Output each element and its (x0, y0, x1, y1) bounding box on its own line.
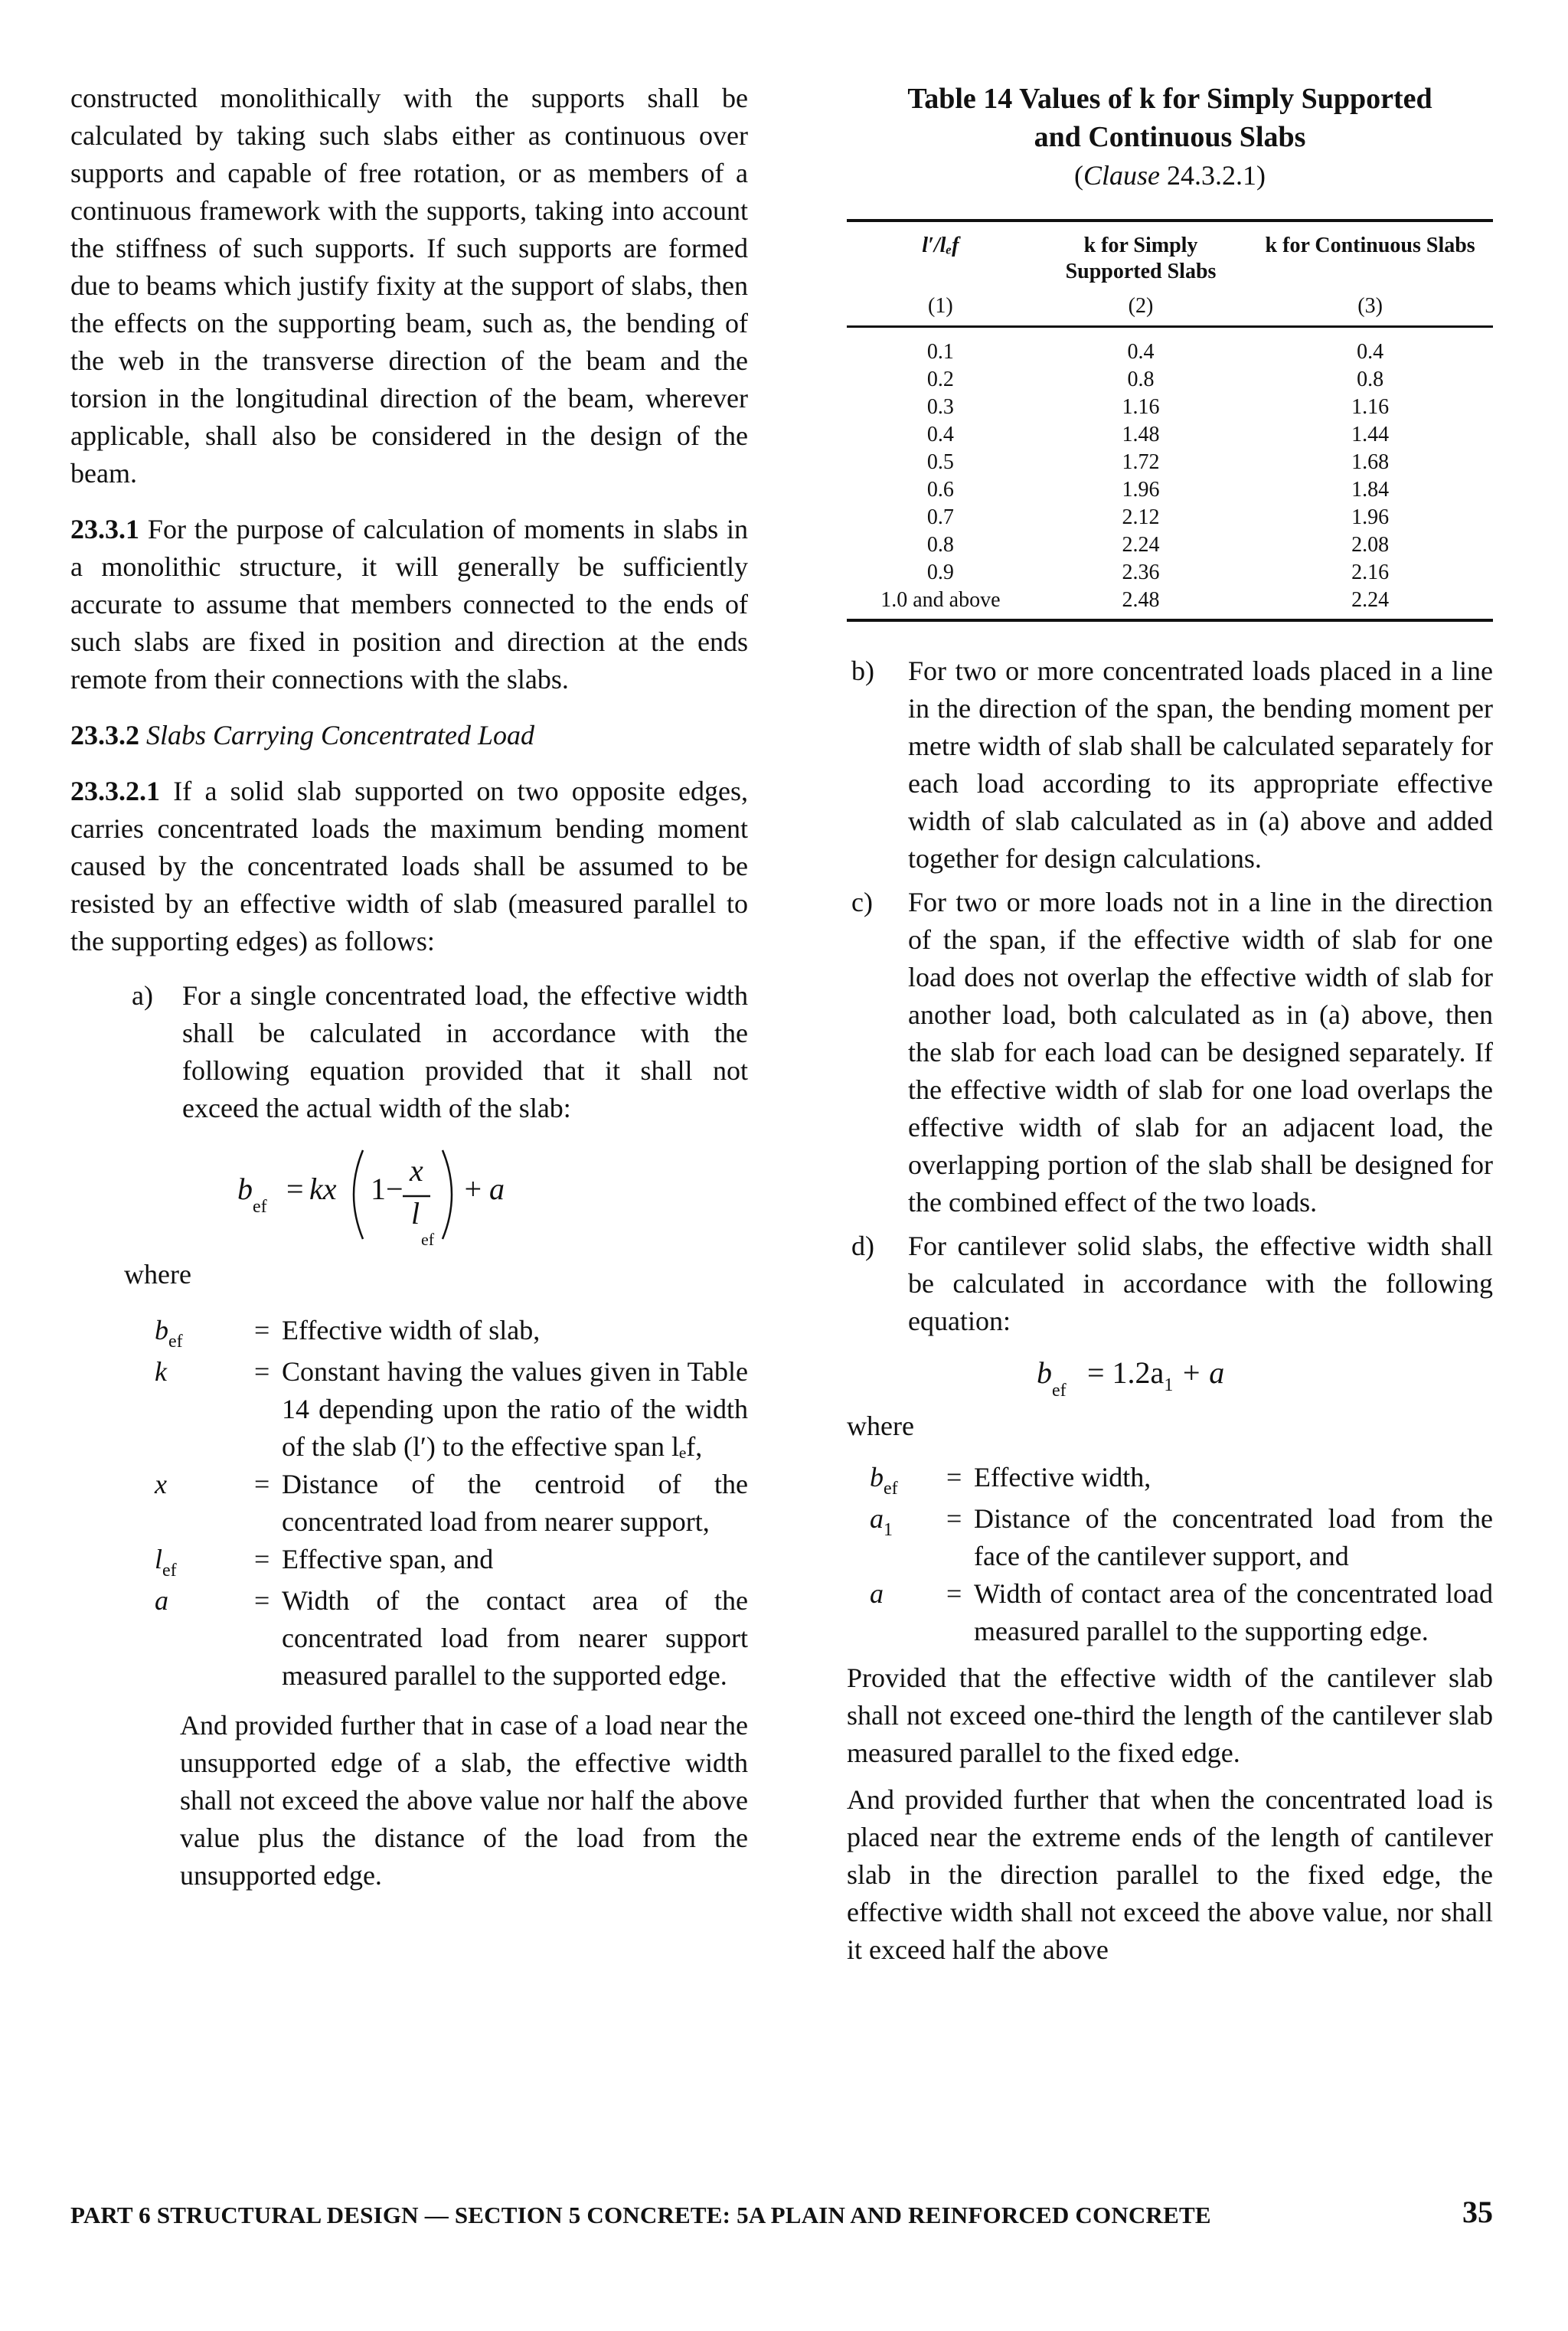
eq-numerator: x (410, 1153, 423, 1188)
definition-text: Width of contact area of the concentrated load measured parallel to the supporting edge. (974, 1578, 1493, 1646)
list-text: For two or more loads not in a line in the direction of the span, if the effective width of slab for one load does not overlap the effective width of slab for another load, both calculated as in (a) above, then the slab for each load can be designed separately. If the effective width of slab for one load overlaps the effective width of slab for an adjacent load, the overlapping portion of the slab shall be designed for the combined effect of the two loads. (908, 887, 1493, 1218)
table-cell: 0.4 (1357, 340, 1384, 364)
table-cell: 1.84 (1351, 478, 1390, 502)
clause-text: If a solid slab supported on two opposite edges, carries concentrated loads the maximum bending moment caused by the concentrated loads shall be assumed to be resisted by an effective width of slab (measured parallel to the supporting edges) as follows: (70, 776, 748, 956)
clause-23-3-2-1 (70, 773, 748, 960)
left-column (70, 80, 748, 1895)
page-number: 35 (1462, 2195, 1493, 2229)
table-cell: 1.0 and above (847, 587, 1034, 620)
col-number-2: (2) (1034, 286, 1248, 327)
definition-equals: = (946, 1462, 962, 1492)
definition-equals: = (254, 1469, 270, 1499)
clause-word: Clause (1083, 160, 1160, 191)
list-label: a) (132, 980, 153, 1011)
table-cell: 1.16 (1122, 395, 1160, 419)
table-cell: 1.44 (1351, 423, 1390, 446)
table-cell: 1.16 (1351, 395, 1390, 419)
definition-symbol: a (870, 1578, 884, 1609)
footer-text: PART 6 STRUCTURAL DESIGN — SECTION 5 CONCRETE: 5A PLAIN AND REINFORCED CONCRETE (70, 2202, 1211, 2228)
table-cell: 0.6 (926, 478, 954, 502)
symbol-definitions (155, 1312, 748, 1695)
definition-equals: = (254, 1315, 270, 1345)
definition-text: Distance of the concentrated load from the face of the cantilever support, and (974, 1503, 1493, 1571)
list-text: For a single concentrated load, the effective width shall be calculated in accordance with the following equation provided that it shall not exceed the actual width of the slab: (182, 980, 748, 1123)
eq-one-minus: 1− (371, 1172, 403, 1206)
eq2-b-sub: ef (1052, 1381, 1067, 1401)
table-cell: 0.8 (926, 533, 954, 557)
table-cell: 0.3 (926, 395, 954, 419)
eq-kx: kx (309, 1172, 337, 1206)
table-cell: 0.4 (926, 423, 954, 446)
list-text: For cantilever solid slabs, the effective width shall be calculated in accordance with the following equation: (908, 1231, 1493, 1336)
definition-row (155, 1541, 748, 1582)
table-row (847, 449, 1493, 476)
eq-b: b (237, 1172, 253, 1206)
table-cell: 0.4 (1127, 340, 1155, 364)
list-item-c (847, 884, 1493, 1221)
table-row (847, 531, 1493, 559)
definition-row (155, 1353, 748, 1466)
definition-symbol: $b_{ef}$ (870, 1462, 898, 1499)
table-cell: 1.68 (1351, 450, 1390, 474)
eq-plus-a: + a (462, 1172, 505, 1206)
eq-brackets (70, 1144, 499, 1251)
definition-equals: = (254, 1356, 270, 1387)
table-row (847, 476, 1493, 504)
eq2-rhs: = $1.2a_1 + a$ (1087, 1355, 1225, 1395)
table-row (847, 587, 1493, 620)
eq-equals: = (286, 1172, 304, 1206)
intro-paragraph: constructed monolithically with the supports shall be calculated by taking such slabs either as continuous over supports and capable of free rotation, or as members of a continuous framework with the supports, taking into account the stiffness of such supports. If such supports are formed due to beams which justify fixity at the support of slabs, then the effects on the supporting beam, such as, the bending of the web in the transverse direction of the beam and the torsion in the longitudinal direction of the beam, wherever applicable, shall also be considered in the design of the beam. (70, 83, 748, 489)
header-ratio: l′/lₑf (847, 221, 1034, 286)
provided-paragraph-2: And provided further that when the concentrated load is placed near the extreme ends of the length of cantilever slab in the direction parallel to the fixed edge, the effective width shall not exceed the above value, nor shall it exceed half the above (847, 1784, 1493, 1965)
definition-symbol: x (155, 1469, 167, 1499)
table-cell: 2.16 (1351, 561, 1390, 584)
table-cell: 1.48 (1122, 423, 1160, 446)
clause-number: 23.3.2 (70, 720, 139, 750)
header-continuous: k for Continuous Slabs (1247, 221, 1493, 286)
list-item-d (847, 1228, 1493, 1340)
definition-row (155, 1312, 748, 1353)
clause-number: 23.3.1 (70, 514, 139, 544)
definition-text: Constant having the values given in Table 14 depending upon the ratio of the width of the slab (l′) to the effective span lₑf, (282, 1356, 748, 1462)
definition-equals: = (946, 1503, 962, 1534)
clause-text: For the purpose of calculation of moments in slabs in a monolithic structure, it will generally be sufficiently accurate to assume that members connected to the ends of such slabs are fixed in position and direction at the ends remote from their connections with the slabs. (70, 514, 748, 695)
where-label: where (124, 1259, 191, 1290)
definition-text: Effective width, (974, 1462, 1152, 1492)
list-item-b (847, 652, 1493, 878)
eq2-b: b (1037, 1355, 1052, 1390)
clause-23-3-2 (70, 717, 748, 754)
table-cell: 2.36 (1122, 561, 1160, 584)
provided-paragraph-1: Provided that the effective width of the cantilever slab shall not exceed one-third the length of the cantilever slab measured parallel to the fixed edge. (847, 1662, 1493, 1768)
table-cell: 0.1 (926, 340, 954, 364)
table-cell: 2.48 (1034, 587, 1248, 620)
definition-row (870, 1459, 1493, 1500)
definition-text: Effective span, and (282, 1544, 494, 1574)
table-cell: 2.08 (1351, 533, 1390, 557)
list-item-a (70, 977, 748, 1127)
cantilever-symbol-definitions (870, 1459, 1493, 1650)
col-number-3: (3) (1247, 286, 1493, 327)
effective-width-equation (70, 1144, 748, 1251)
definition-symbol: $l_{ef}$ (155, 1544, 177, 1581)
table-row (847, 327, 1493, 367)
page-footer (70, 2196, 1493, 2235)
table-cell: 2.12 (1122, 505, 1160, 529)
clause-number: 23.3.2.1 (70, 776, 160, 806)
definition-text: Width of the contact area of the concentrated load from nearer support measured parallel to the supported edge. (282, 1585, 748, 1691)
definition-row (870, 1500, 1493, 1575)
table-row (847, 394, 1493, 421)
definition-row (155, 1582, 748, 1695)
clause-title: Slabs Carrying Concentrated Load (146, 720, 535, 750)
table-cell: 2.24 (1122, 533, 1160, 557)
header-simply-supported: k for Simply Supported Slabs (1034, 221, 1248, 286)
table-cell: 0.2 (926, 368, 954, 391)
table-cell: 2.24 (1247, 587, 1493, 620)
definition-equals: = (254, 1544, 270, 1574)
provided-paragraph: And provided further that in case of a load near the unsupported edge of a slab, the effective width shall not exceed the above value nor half the above value plus the distance of the load from the unsupported edge. (180, 1710, 748, 1891)
table-cell: 0.5 (926, 450, 954, 474)
table-14 (847, 80, 1493, 622)
definition-equals: = (946, 1578, 962, 1609)
eq-b-sub: ef (253, 1197, 267, 1217)
table-row (847, 559, 1493, 587)
definition-symbol: k (155, 1356, 167, 1387)
eq-denominator-sub: ef (421, 1230, 435, 1249)
table-clause-ref: (Clause 24.3.2.1) (1073, 160, 1266, 191)
k-values-table (847, 219, 1493, 622)
table-cell: 0.7 (926, 505, 954, 529)
definition-text: Distance of the centroid of the concentrated load from nearer support, (282, 1469, 748, 1537)
definition-row (870, 1575, 1493, 1650)
definition-symbol: a (155, 1585, 168, 1616)
table-cell: 1.72 (1122, 450, 1160, 474)
cantilever-equation (847, 1354, 1493, 1407)
table-caption-line-1: Table 14 Values of k for Simply Supported (907, 83, 1432, 115)
table-row (847, 366, 1493, 394)
list-label: d) (851, 1231, 874, 1261)
table-row (847, 421, 1493, 449)
clause-23-3-1 (70, 511, 748, 698)
table-cell: 0.9 (926, 561, 954, 584)
clause-ref: 24.3.2.1 (1167, 160, 1256, 191)
list-label: c) (851, 887, 873, 917)
table-cell: 1.96 (1351, 505, 1390, 529)
definition-equals: = (254, 1585, 270, 1616)
list-label: b) (851, 655, 874, 686)
definition-symbol: $a_1$ (870, 1503, 893, 1540)
list-text: For two or more concentrated loads placed in a line in the direction of the span, the bending moment per metre width of slab shall be calculated separately for each load according to its appropriate effective width of slab calculated as in (a) above and added together for design calculations. (908, 655, 1493, 874)
definition-row (155, 1466, 748, 1541)
definition-symbol: $b_{ef}$ (155, 1315, 183, 1352)
right-column (847, 80, 1493, 1969)
table-cell: 1.96 (1122, 478, 1160, 502)
definition-text: Effective width of slab, (282, 1315, 541, 1345)
where-label: where (847, 1411, 914, 1441)
col-number-1: (1) (847, 286, 1034, 327)
table-caption (847, 80, 1493, 156)
eq-denominator: l (411, 1196, 420, 1231)
table-cell: 0.8 (1127, 368, 1155, 391)
table-cell: 0.8 (1357, 368, 1384, 391)
table-row (847, 504, 1493, 531)
table-caption-line-2: and Continuous Slabs (1034, 121, 1306, 153)
